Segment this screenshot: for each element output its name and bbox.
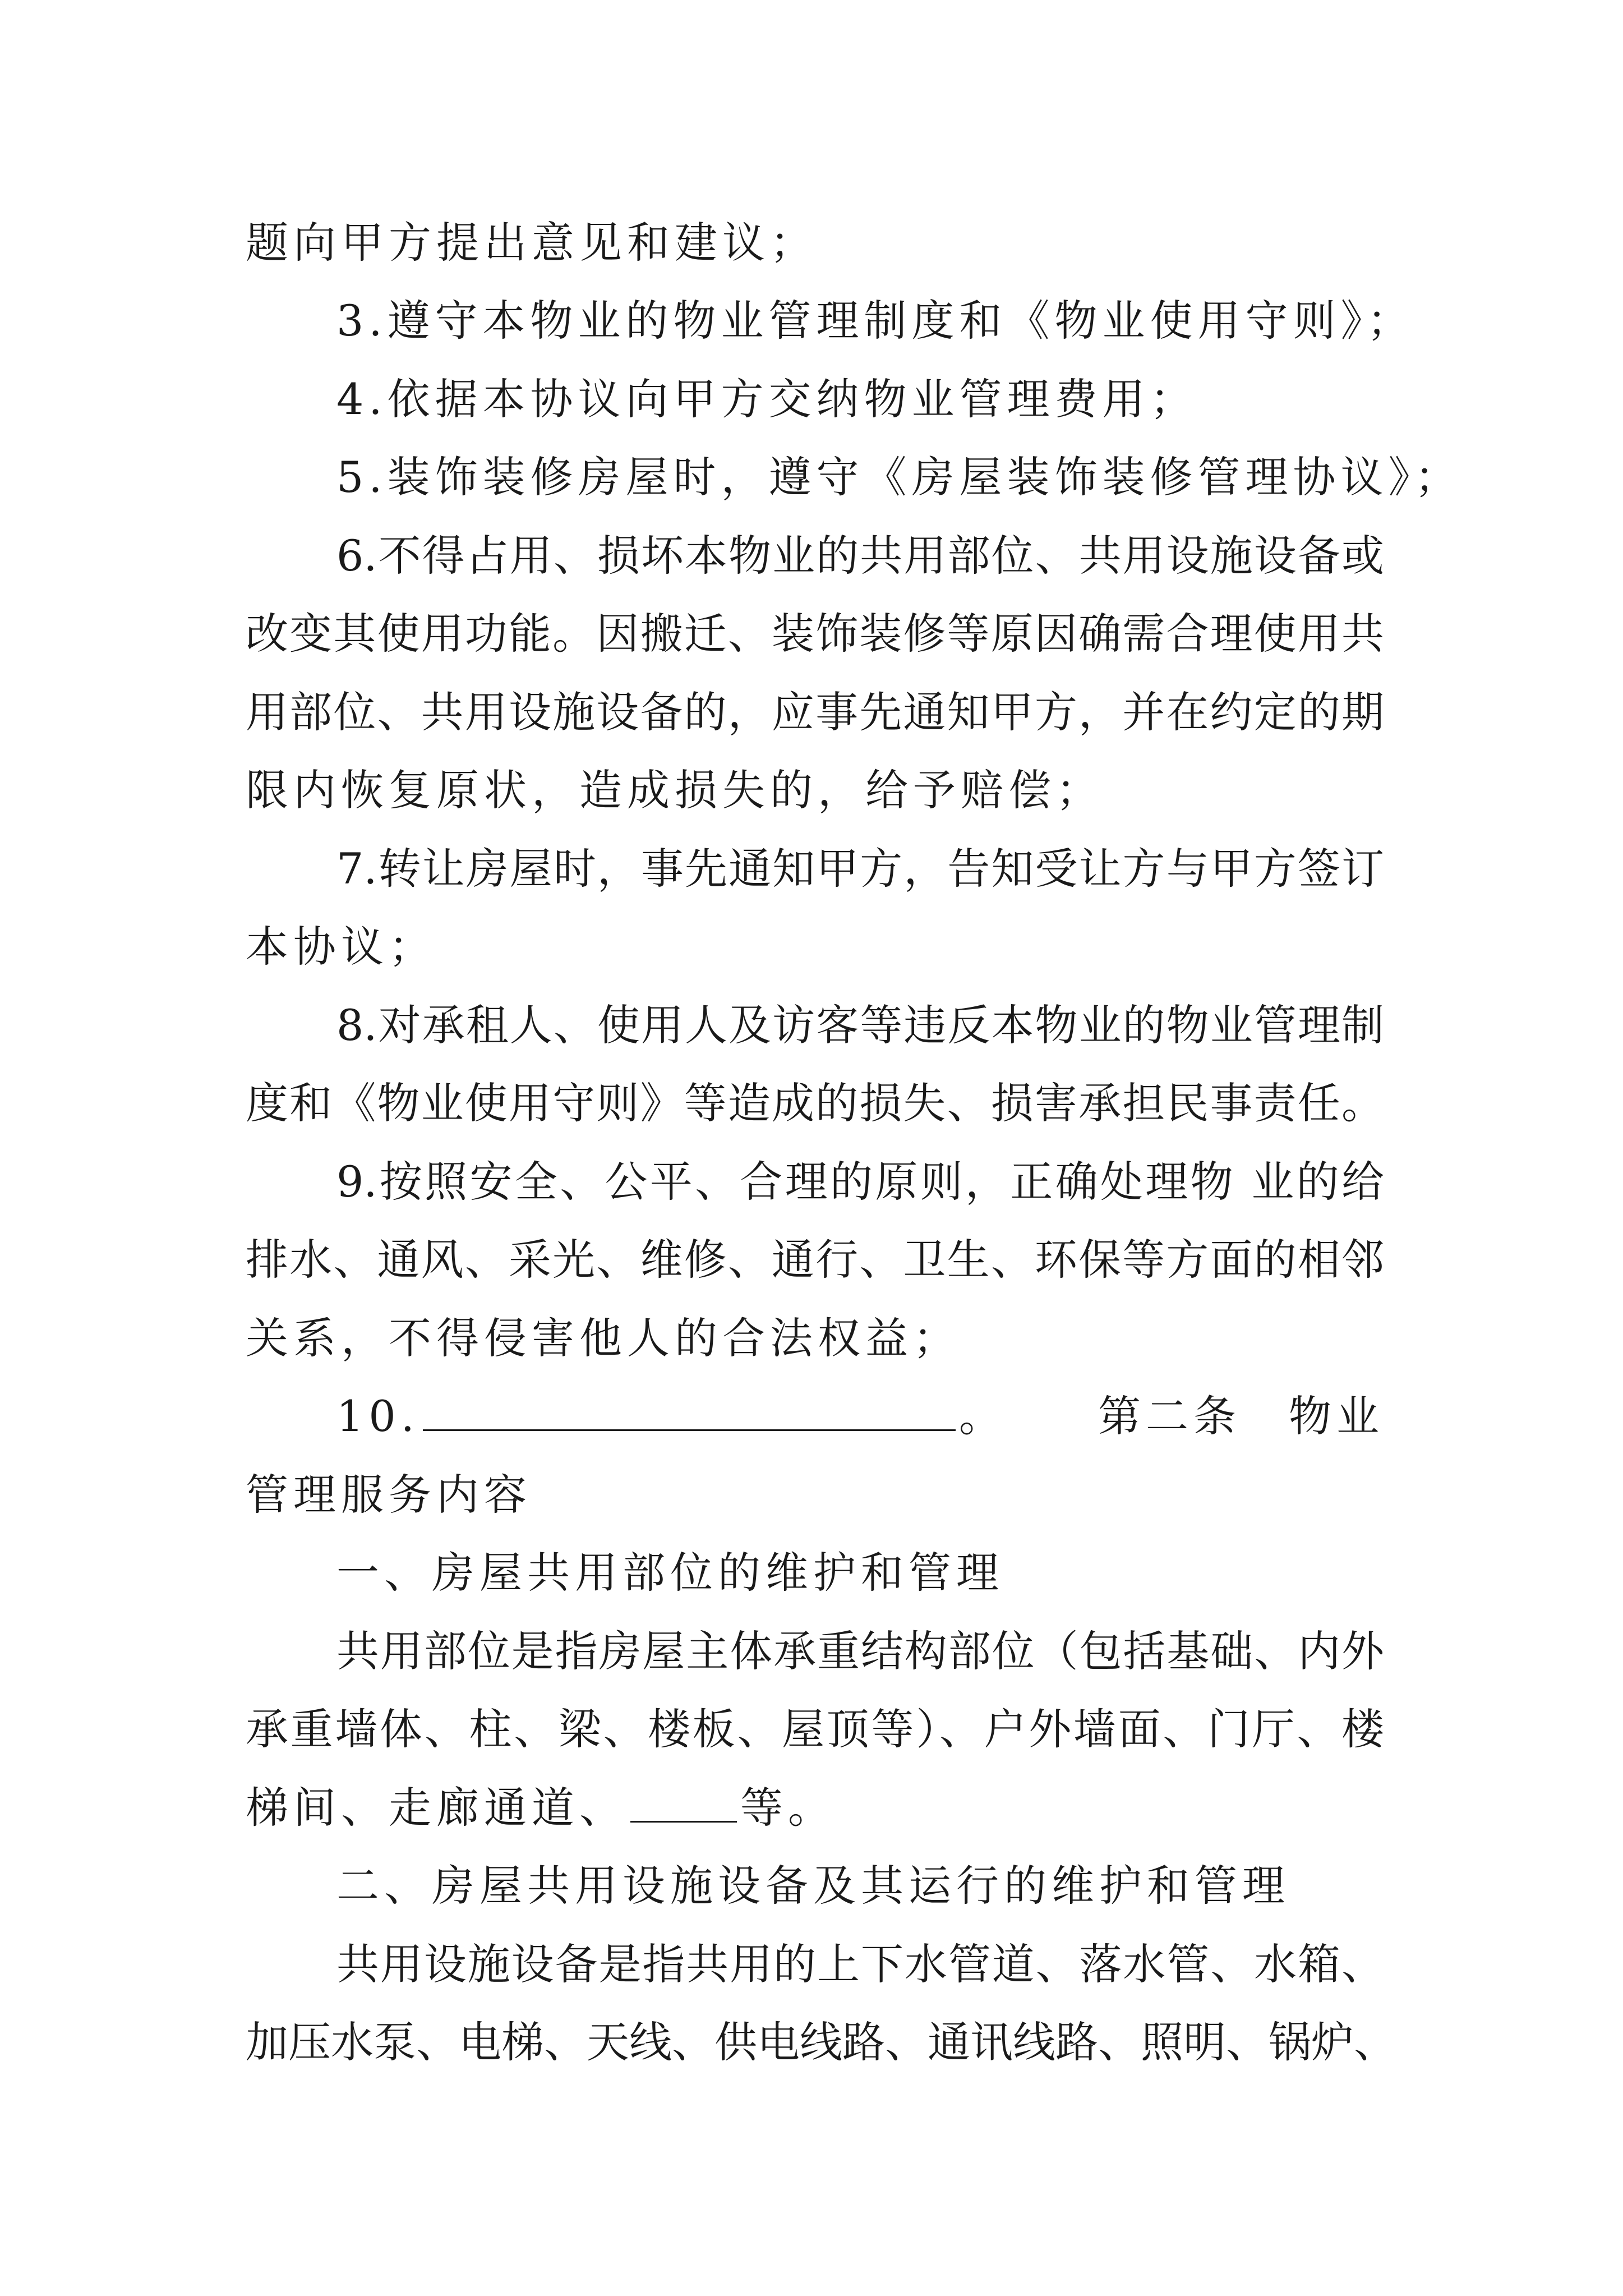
text-line: 用部位、共用设施设备的，应事先通知甲方，并在约定的期 (246, 687, 1384, 737)
text-line: 度和《物业使用守则》等造成的损失、损害承担民事责任。 (246, 1078, 1384, 1128)
text-line: 本协议； (246, 922, 436, 972)
clause-3: 3.遵守本物业的物业管理制度和《物业使用守则》； (336, 296, 1415, 346)
stairs-text-before: 梯间、走廊通道、 (246, 1783, 627, 1833)
text-line: 管理服务内容 (246, 1470, 532, 1520)
text-line: 改变其使用功能。因搬迁、装饰装修等原因确需合理使用共 (246, 609, 1384, 659)
clause-6: 6.不得占用、损坏本物业的共用部位、共用设施设备或 (336, 531, 1384, 581)
clause-9: 9.按照安全、公平、合理的原则，正确处理物 业的给 (336, 1157, 1384, 1207)
text-line: 限内恢复原状，造成损失的，给予赔偿； (246, 765, 1104, 815)
clause-4: 4.依据本协议向甲方交纳物业管理费用； (336, 374, 1198, 424)
fill-in-blank[interactable] (423, 1390, 956, 1431)
text-line (246, 1774, 1384, 1842)
text-line: 共用部位是指房屋主体承重结构部位（包括基础、内外 (336, 1626, 1384, 1676)
fill-in-blank[interactable] (630, 1782, 737, 1823)
clause-10-end: 。 (958, 1391, 1007, 1441)
text-line: 关系，不得侵害他人的合法权益； (246, 1313, 961, 1363)
section-heading-2: 二、房屋共用设施设备及其运行的维护和管理 (336, 1861, 1290, 1911)
clause-7: 7.转让房屋时，事先通知甲方，告知受让方与甲方签订 (336, 844, 1384, 894)
stairs-text-after: 等。 (740, 1783, 836, 1833)
text-line: 共用设施设备是指共用的上下水管道、落水管、水箱、 (336, 1939, 1384, 1989)
text-line: 题向甲方提出意见和建议； (246, 218, 818, 268)
clause-10 (336, 1383, 1384, 1450)
clause-10-number: 10. (336, 1391, 419, 1441)
article-heading: 第二条 物业 (1098, 1391, 1384, 1441)
text-line: 承重墙体、柱、梁、楼板、屋顶等）、户外墙面、门厅、楼 (246, 1704, 1384, 1754)
clause-8: 8.对承租人、使用人及访客等违反本物业的物业管理制 (336, 1000, 1384, 1050)
text-line: 排水、通风、采光、维修、通行、卫生、环保等方面的相邻 (246, 1235, 1384, 1285)
clause-5: 5.装饰装修房屋时，遵守《房屋装饰装修管理协议》； (336, 452, 1463, 502)
text-line: 加压水泵、电梯、天线、供电线路、通讯线路、照明、锅炉、 (246, 2017, 1396, 2067)
section-heading-1: 一、房屋共用部位的维护和管理 (336, 1548, 1004, 1598)
